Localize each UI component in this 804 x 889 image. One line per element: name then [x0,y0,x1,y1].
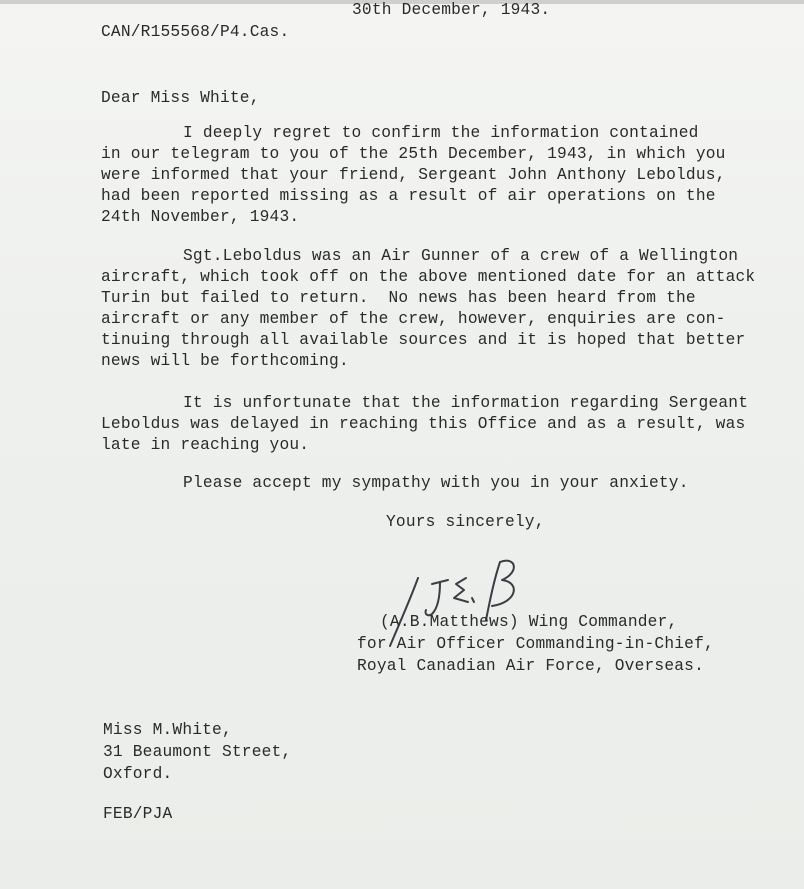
sympathy-line: Please accept my sympathy with you in your anxiety. [183,474,689,492]
paragraph-line: Turin but failed to return. No news has been heard from the [101,289,696,307]
paragraph-line: I deeply regret to confirm the information contained [183,124,699,142]
paragraph-line: aircraft, which took off on the above mentioned date for an attack [101,268,756,286]
paragraph-line: 24th November, 1943. [101,208,300,226]
address-line: 31 Beaumont Street, [103,743,292,761]
reference-number: CAN/R155568/P4.Cas. [101,23,290,41]
address-line: Miss M.White, [103,721,232,739]
typist-reference: FEB/PJA [103,805,173,823]
paragraph-line: had been reported missing as a result of air operations on the [101,187,716,205]
address-line: Oxford. [103,765,173,783]
salutation: Dear Miss White, [101,89,260,107]
paragraph-line: were informed that your friend, Sergeant John Anthony Leboldus, [101,166,726,184]
closing: Yours sincerely, [386,513,545,531]
paragraph-line: in our telegram to you of the 25th December, 1943, in which you [101,145,726,163]
signatory-organization: Royal Canadian Air Force, Overseas. [357,657,704,675]
paragraph-line: news will be forthcoming. [101,352,349,370]
letter-date: 30th December, 1943. [352,1,551,19]
signatory-title: for Air Officer Commanding-in-Chief, [357,635,714,653]
paragraph-line: late in reaching you. [101,436,310,454]
paragraph-line: Leboldus was delayed in reaching this Office and as a result, was [101,415,746,433]
paragraph-line: Sgt.Leboldus was an Air Gunner of a crew of a Wellington [183,247,739,265]
paragraph-line: It is unfortunate that the information regarding Sergeant [183,394,749,412]
paragraph-line: aircraft or any member of the crew, however, enquiries are con- [101,310,726,328]
signatory-name: (A.B.Matthews) Wing Commander, [380,613,678,631]
paragraph-line: tinuing through all available sources and it is hoped that better [101,331,746,349]
